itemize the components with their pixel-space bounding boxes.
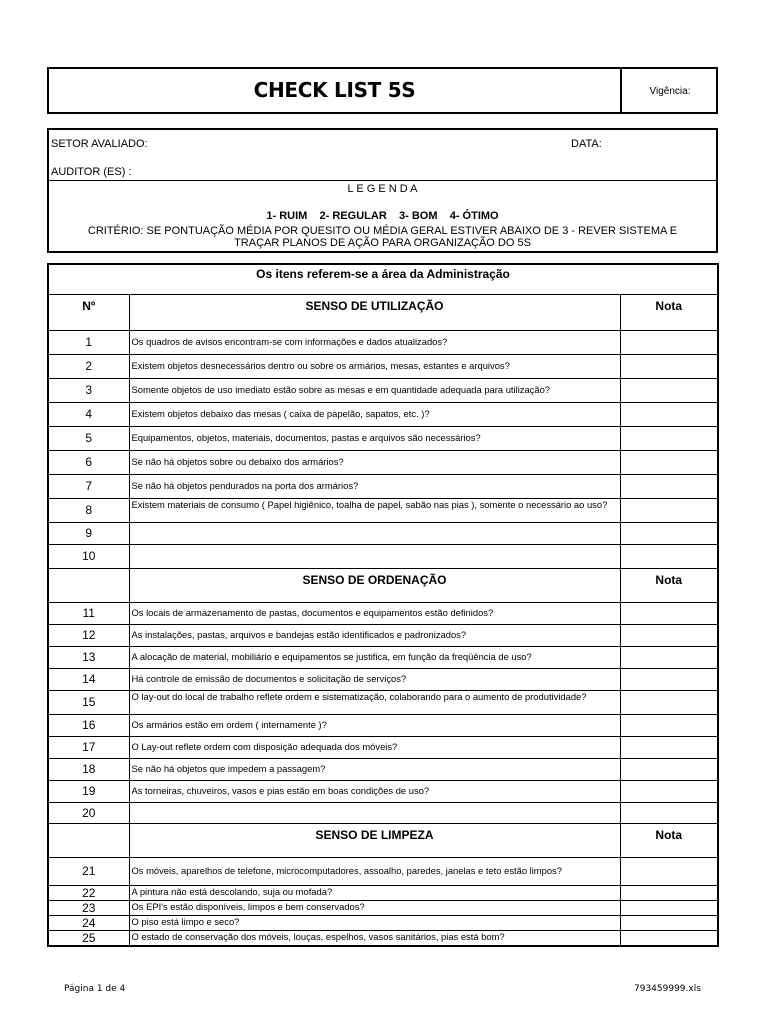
col-nota-header: Nota: [620, 568, 718, 602]
checklist-row: [48, 690, 718, 714]
item-question: [129, 544, 620, 568]
nota-cell[interactable]: [620, 885, 718, 900]
checklist-row: [48, 780, 718, 802]
item-question: Se não há objetos sobre ou debaixo dos armários?: [129, 450, 620, 474]
item-question: Existem objetos desnecessários dentro ou sobre os armários, mesas, estantes e arquivos?: [129, 354, 620, 378]
checklist-row: [48, 354, 718, 378]
vigencia-label: Vigência:: [649, 86, 691, 97]
item-question: Os locais de armazenamento de pastas, documentos e equipamentos estão definidos?: [129, 602, 620, 624]
nota-cell[interactable]: [620, 544, 718, 568]
item-number: 12: [48, 624, 129, 646]
col-number-header: Nº: [48, 294, 129, 330]
checklist-row: [48, 736, 718, 758]
item-number: 8: [48, 498, 129, 522]
nota-cell[interactable]: [620, 330, 718, 354]
checklist-row: [48, 522, 718, 544]
item-question: As instalações, pastas, arquivos e bandejas estão identificados e padronizados?: [129, 624, 620, 646]
checklist-row: [48, 498, 718, 522]
checklist-row: [48, 474, 718, 498]
nota-cell[interactable]: [620, 354, 718, 378]
item-number: 2: [48, 354, 129, 378]
section-title: SENSO DE LIMPEZA: [129, 823, 620, 857]
nota-cell[interactable]: [620, 624, 718, 646]
item-question: O lay-out do local de trabalho reflete ordem e sistematização, colaborando para o aumento de produtividade?: [129, 690, 620, 714]
nota-cell[interactable]: [620, 646, 718, 668]
nota-cell[interactable]: [620, 915, 718, 930]
checklist-row: [48, 915, 718, 930]
item-number: 9: [48, 522, 129, 544]
caption-row: [48, 264, 718, 294]
item-question: Há controle de emissão de documentos e solicitação de serviços?: [129, 668, 620, 690]
item-number: 4: [48, 402, 129, 426]
checklist-row: [48, 885, 718, 900]
nota-cell[interactable]: [620, 930, 718, 946]
checklist-row: [48, 857, 718, 885]
page-number: Página 1 de 4: [64, 984, 126, 994]
item-question: Equipamentos, objetos, materiais, documentos, pastas e arquivos são necessários?: [129, 426, 620, 450]
col-nota-header: Nota: [620, 294, 718, 330]
col-number-header: [48, 823, 129, 857]
info-box: [47, 128, 718, 253]
section-header-row: [48, 568, 718, 602]
item-number: 1: [48, 330, 129, 354]
section-title: SENSO DE UTILIZAÇÃO: [129, 294, 620, 330]
item-number: 10: [48, 544, 129, 568]
item-number: 3: [48, 378, 129, 402]
section-title: SENSO DE ORDENAÇÃO: [129, 568, 620, 602]
setor-label: SETOR AVALIADO:: [51, 138, 148, 150]
checklist-row: [48, 900, 718, 915]
nota-cell[interactable]: [620, 402, 718, 426]
checklist-row: [48, 378, 718, 402]
title-box: [47, 67, 718, 114]
item-question: O estado de conservação dos móveis, louças, espelhos, vasos sanitários, pias está bom?: [129, 930, 620, 946]
item-question: Somente objetos de uso imediato estão sobre as mesas e em quantidade adequada para utilização?: [129, 378, 620, 402]
document-title: CHECK LIST 5S: [253, 78, 416, 102]
item-number: 5: [48, 426, 129, 450]
item-question: As torneiras, chuveiros, vasos e pias estão em boas condições de uso?: [129, 780, 620, 802]
checklist-row: [48, 758, 718, 780]
checklist-row: [48, 544, 718, 568]
nota-cell[interactable]: [620, 690, 718, 714]
nota-cell[interactable]: [620, 474, 718, 498]
item-question: A alocação de material, mobiliário e equipamentos se justifica, em função da freqüência de uso?: [129, 646, 620, 668]
item-question: [129, 802, 620, 823]
checklist-row: [48, 450, 718, 474]
table-caption: Os itens referem-se a área da Administração: [48, 264, 718, 294]
criterio-line-2: TRAÇAR PLANOS DE AÇÃO PARA ORGANIZAÇÃO DO 5S: [234, 237, 531, 249]
item-number: 18: [48, 758, 129, 780]
nota-cell[interactable]: [620, 426, 718, 450]
item-number: 21: [48, 857, 129, 885]
checklist-row: [48, 668, 718, 690]
item-number: 14: [48, 668, 129, 690]
item-question: Se não há objetos que impedem a passagem?: [129, 758, 620, 780]
checklist-table: [47, 263, 719, 947]
data-label: DATA:: [571, 138, 602, 150]
nota-cell[interactable]: [620, 802, 718, 823]
nota-cell[interactable]: [620, 498, 718, 522]
checklist-row: [48, 930, 718, 946]
item-question: Os quadros de avisos encontram-se com informações e dados atualizados?: [129, 330, 620, 354]
item-number: 22: [48, 885, 129, 900]
rating-scale: 1- RUIM 2- REGULAR 3- BOM 4- ÓTIMO: [266, 210, 499, 222]
item-number: 16: [48, 714, 129, 736]
checklist-row: [48, 330, 718, 354]
checklist-row: [48, 646, 718, 668]
nota-cell[interactable]: [620, 758, 718, 780]
item-question: Os armários estão em ordem ( internamente )?: [129, 714, 620, 736]
nota-cell[interactable]: [620, 780, 718, 802]
item-question: Se não há objetos pendurados na porta dos armários?: [129, 474, 620, 498]
nota-cell[interactable]: [620, 668, 718, 690]
item-question: [129, 522, 620, 544]
col-number-header: [48, 568, 129, 602]
item-question: Existem materiais de consumo ( Papel higiênico, toalha de papel, sabão nas pias ), somente o necessário ao uso?: [129, 498, 620, 522]
checklist-row: [48, 802, 718, 823]
criterio-line-1: CRITÉRIO: SE PONTUAÇÃO MÉDIA POR QUESITO OU MÉDIA GERAL ESTIVER ABAIXO DE 3 - REVER SISTEMA E: [87, 225, 678, 237]
item-number: 19: [48, 780, 129, 802]
section-header-row: [48, 823, 718, 857]
nota-cell[interactable]: [620, 736, 718, 758]
item-number: 15: [48, 690, 129, 714]
nota-cell[interactable]: [620, 714, 718, 736]
item-question: Os EPI's estão disponíveis, limpos e bem conservados?: [129, 900, 620, 915]
item-number: 25: [48, 930, 129, 946]
item-question: O Lay-out reflete ordem com disposição adequada dos móveis?: [129, 736, 620, 758]
checklist-row: [48, 714, 718, 736]
checklist-row: [48, 624, 718, 646]
checklist-row: [48, 602, 718, 624]
nota-cell[interactable]: [620, 522, 718, 544]
section-header-row: [48, 294, 718, 330]
nota-cell[interactable]: [620, 602, 718, 624]
item-number: 6: [48, 450, 129, 474]
auditor-label: AUDITOR (ES) :: [51, 166, 132, 178]
item-question: Existem objetos debaixo das mesas ( caixa de papelão, sapatos, etc. )?: [129, 402, 620, 426]
item-question: O piso está limpo e seco?: [129, 915, 620, 930]
item-number: 23: [48, 900, 129, 915]
nota-cell[interactable]: [620, 900, 718, 915]
nota-cell[interactable]: [620, 857, 718, 885]
item-number: 17: [48, 736, 129, 758]
item-number: 7: [48, 474, 129, 498]
nota-cell[interactable]: [620, 378, 718, 402]
item-question: A pintura não está descolando, suja ou mofada?: [129, 885, 620, 900]
info-divider: [49, 180, 716, 181]
item-question: Os móveis, aparelhos de telefone, microcomputadores, assoalho, paredes, janelas e teto estão limpos?: [129, 857, 620, 885]
legenda-label: L E G E N D A: [347, 183, 418, 195]
item-number: 24: [48, 915, 129, 930]
checklist-row: [48, 402, 718, 426]
item-number: 11: [48, 602, 129, 624]
nota-cell[interactable]: [620, 450, 718, 474]
item-number: 13: [48, 646, 129, 668]
file-name: 793459999.xls: [634, 984, 701, 994]
item-number: 20: [48, 802, 129, 823]
checklist-row: [48, 426, 718, 450]
col-nota-header: Nota: [620, 823, 718, 857]
